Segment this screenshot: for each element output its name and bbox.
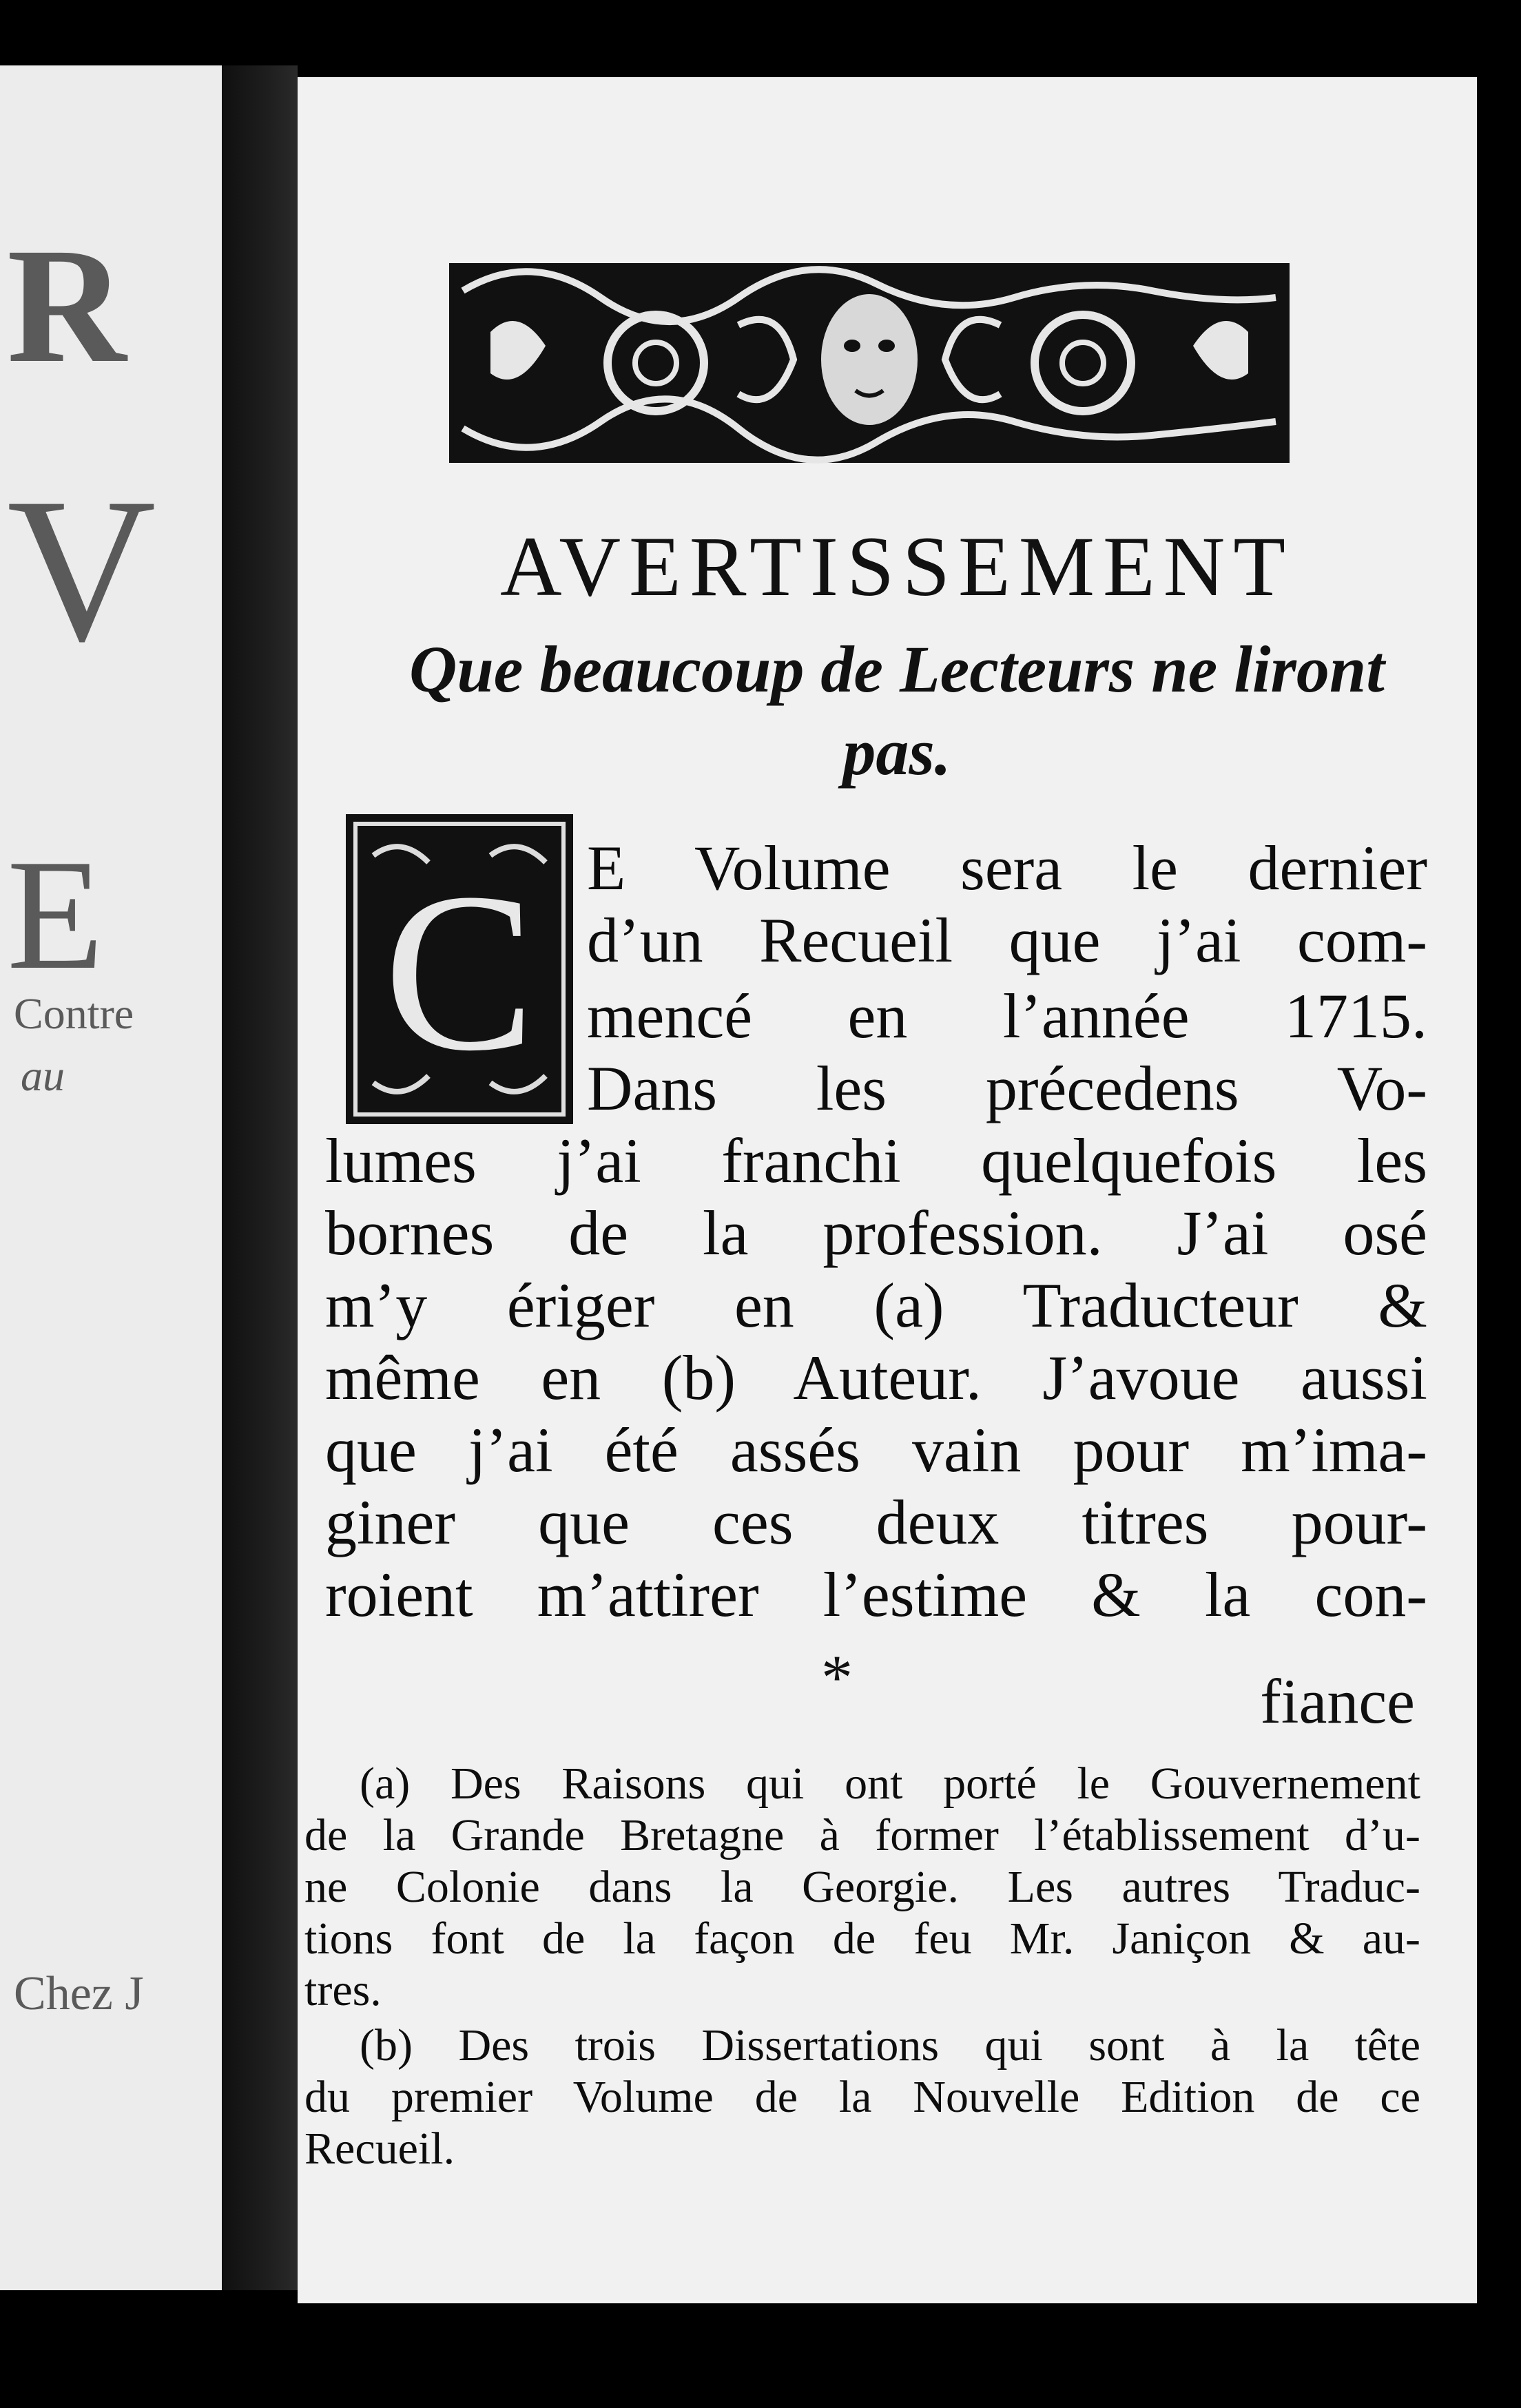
footnote-line: Recueil. — [304, 2124, 455, 2174]
footnote-line: du premier Volume de la Nouvelle Edition de ce — [304, 2072, 1420, 2122]
facing-page-fragment: E — [7, 827, 104, 1002]
subtitle-line: pas. — [842, 715, 951, 789]
facing-page-fragment: au — [21, 1051, 65, 1100]
drop-cap-initial — [346, 814, 573, 1124]
body-line: E Volume sera le dernier — [587, 833, 1427, 903]
body-line: giner que ces deux titres pour- — [325, 1487, 1427, 1557]
body-line: mencé en l’année 1715. — [587, 981, 1427, 1051]
footnote-line: (a) Des Raisons qui ont porté le Gouvernement — [360, 1758, 1420, 1809]
facing-page — [0, 65, 222, 2290]
body-line: Dans les précedens Vo- — [587, 1053, 1427, 1123]
body-line: que j’ai été assés vain pour m’ima- — [325, 1415, 1427, 1485]
facing-page-fragment: R — [7, 214, 127, 397]
facing-page-fragment: Contre — [14, 989, 134, 1038]
facing-page-fragment: V — [7, 455, 156, 684]
footnote-line: ne Colonie dans la Georgie. Les autres Traduc- — [304, 1862, 1420, 1912]
footnote-line: de la Grande Bretagne à former l’établissement d’u- — [304, 1810, 1420, 1860]
body-line: m’y ériger en (a) Traducteur & — [325, 1270, 1427, 1340]
page-subtitle — [408, 628, 1386, 793]
body-line: lumes j’ai franchi quelquefois les — [325, 1125, 1427, 1196]
body-line: bornes de la profession. J’ai osé — [325, 1198, 1427, 1268]
subtitle-line: Que beaucoup de Lecteurs ne liront — [409, 632, 1385, 706]
book-gutter — [222, 65, 298, 2290]
drop-cap-letter: C — [383, 847, 536, 1098]
body-line: d’un Recueil que j’ai com- — [587, 905, 1427, 975]
body-line: roient m’attirer l’estime & la con- — [325, 1559, 1427, 1630]
catchword: fiance — [1260, 1666, 1415, 1736]
facing-page-fragment: Chez J — [14, 1967, 144, 2020]
footnote-line: (b) Des trois Dissertations qui sont à la tête — [360, 2020, 1420, 2070]
body-line: même en (b) Auteur. J’avoue aussi — [325, 1342, 1427, 1413]
book-page — [298, 77, 1477, 2303]
footnote-line: tres. — [304, 1965, 382, 2015]
footnote-line: tions font de la façon de feu Mr. Janiçon & au- — [304, 1913, 1420, 1964]
headpiece-ornament — [449, 236, 1290, 504]
page-heading: AVERTISSEMENT — [499, 519, 1294, 614]
signature-mark: * — [821, 1642, 853, 1712]
